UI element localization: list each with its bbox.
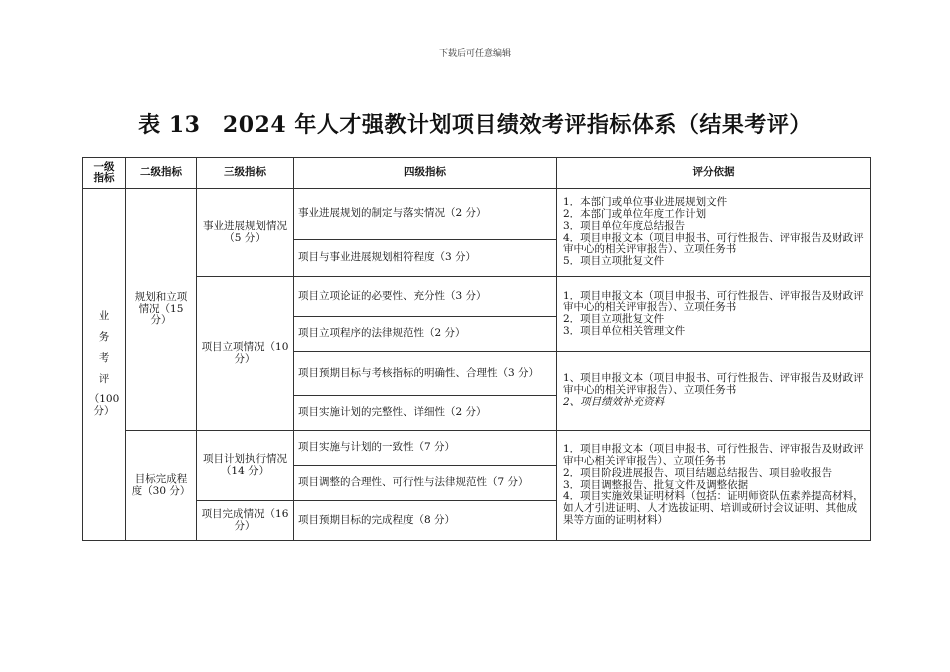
basis-cell: [557, 277, 871, 352]
basis-cell: [557, 431, 871, 541]
basis-cell: [557, 189, 871, 277]
level2-cell: 目标完成程度（30 分）: [126, 431, 197, 541]
header-level3: 三级指标: [197, 158, 294, 189]
basis-line: 4．项目实施效果证明材料（包括：证明师资队伍素养提高材料，如人才引进证明、人才选拔证明、培训或研讨会议证明、其他成果等方面的证明材料）: [563, 490, 864, 526]
basis-cell: [557, 352, 871, 431]
level4-cell: 项目实施计划的完整性、详细性（2 分）: [294, 396, 557, 431]
watermark-text: 下载后可任意编辑: [438, 49, 511, 59]
level3-cell: 项目计划执行情况（14 分）: [197, 431, 294, 501]
level4-cell: 项目调整的合理性、可行性与法律规范性（7 分）: [294, 466, 557, 501]
basis-line: 4．项目申报文本（项目申报书、可行性报告、评审报告及财政评审中心的相关评审报告）、立项任务书: [563, 231, 864, 256]
indicator-table: [82, 157, 871, 541]
table-row: [83, 189, 871, 240]
level4-cell: 项目立项程序的法律规范性（2 分）: [294, 317, 557, 352]
header-level4: 四级指标: [294, 158, 557, 189]
basis-line: 3．项目单位年度总结报告: [563, 219, 686, 232]
table-header-row: [83, 158, 871, 189]
header-level2: 二级指标: [126, 158, 197, 189]
level4-cell: 事业进展规划的制定与落实情况（2 分）: [294, 189, 557, 240]
basis-line: 1．本部门或单位事业进展规划文件: [563, 196, 728, 209]
basis-line: 2．项目阶段进展报告、项目结题总结报告、项目验收报告: [563, 466, 833, 479]
basis-line: 3．项目调整报告、批复文件及调整依据: [563, 478, 749, 491]
header-level1-line1: 一级: [93, 160, 115, 173]
level3-cell: 项目完成情况（16 分）: [197, 501, 294, 541]
page-title: 表 13 2024 年人才强教计划项目绩效考评指标体系（结果考评）: [138, 112, 812, 138]
basis-line: 5．项目立项批复文件: [563, 255, 665, 267]
basis-line: 1、项目申报文本（项目申报书、可行性报告、评审报告及财政评审中心的相关评审报告）、立项任务书: [563, 372, 864, 397]
basis-line: 2．本部门或单位年度工作计划: [563, 208, 707, 220]
level2-cell: 规划和立项情况（15 分）: [126, 189, 197, 431]
basis-line: 1．项目申报文本（项目申报书、可行性报告、评审报告及财政评审中心相关评审报告）、立项任务书: [563, 443, 864, 468]
level4-cell: 项目预期目标的完成程度（8 分）: [294, 501, 557, 541]
table-row: [83, 431, 871, 466]
level3-cell: 项目立项情况（10 分）: [197, 277, 294, 431]
level4-cell: 项目立项论证的必要性、充分性（3 分）: [294, 277, 557, 317]
header-level1: [83, 158, 126, 189]
basis-line: 3．项目单位相关管理文件: [563, 324, 686, 337]
level4-cell: 项目与事业进展规划相符程度（3 分）: [294, 240, 557, 277]
level1-char: 务: [98, 331, 110, 343]
header-basis: 评分依据: [557, 158, 871, 189]
level1-char: 业: [98, 310, 110, 323]
table-row: [83, 277, 871, 317]
level1-char: 考: [98, 351, 110, 364]
header-level1-line2: 指标: [93, 172, 115, 184]
level4-cell: 项目预期目标与考核指标的明确性、合理性（3 分）: [294, 352, 557, 396]
basis-line: 2、项目绩效补充资料: [563, 395, 665, 408]
basis-line: 1．项目申报文本（项目申报书、可行性报告、评审报告及财政评审中心的相关评审报告）、立项任务书: [563, 289, 864, 314]
level1-cell: [83, 189, 126, 541]
level1-char: 评: [98, 372, 110, 385]
level3-cell: 事业进展规划情况（5 分）: [197, 189, 294, 277]
level4-cell: 项目实施与计划的一致性（7 分）: [294, 431, 557, 466]
level1-score: （100分）: [88, 393, 120, 417]
basis-line: 2．项目立项批复文件: [563, 313, 665, 325]
